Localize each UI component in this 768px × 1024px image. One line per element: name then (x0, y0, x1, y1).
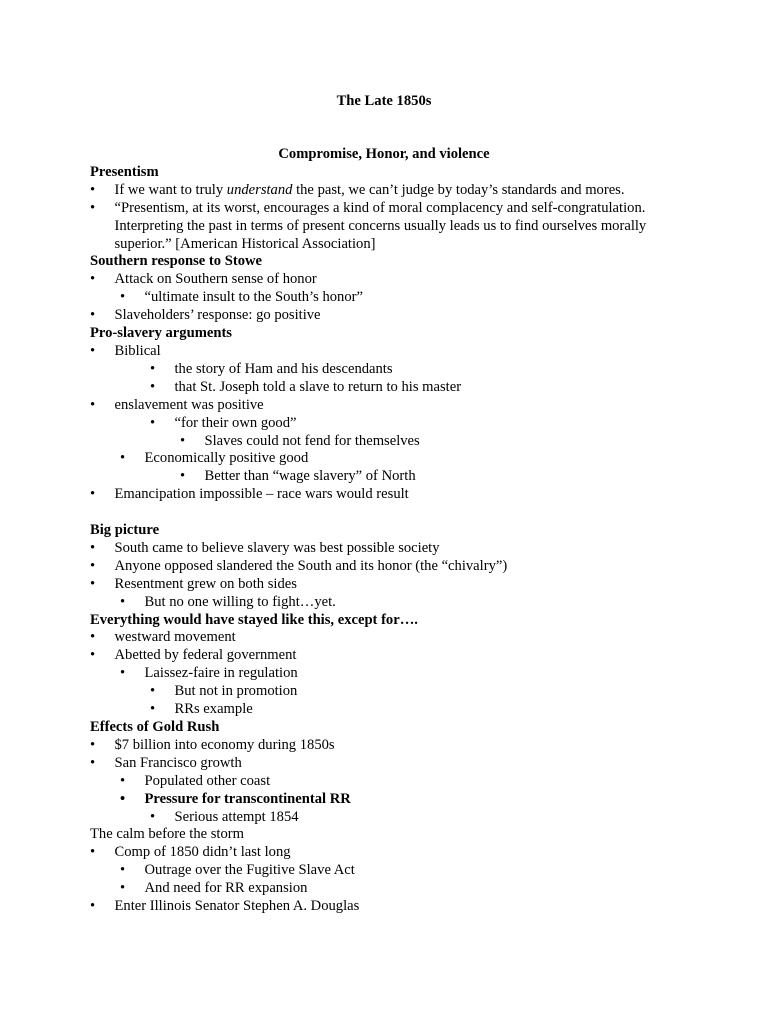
section-heading-big-picture: Big picture (90, 522, 160, 539)
list-item: • Slaves could not fend for themselves (180, 432, 420, 449)
list-item: • Comp of 1850 didn’t last long (90, 844, 291, 861)
list-item: • the story of Ham and his descendants (150, 360, 393, 377)
section-heading-pro-slavery: Pro-slavery arguments (90, 325, 232, 342)
bullet-icon: • (90, 307, 96, 324)
bullet-icon: • (90, 557, 96, 574)
bullet-icon: • (120, 772, 126, 789)
document-title: The Late 1850s (336, 93, 432, 109)
bullet-icon: • (120, 880, 126, 897)
list-item: • Biblical (90, 342, 161, 359)
bullet-icon: • (90, 539, 96, 556)
section-heading-except-for: Everything would have stayed like this, except for…. (90, 611, 418, 628)
bullet-icon: • (120, 665, 126, 682)
list-item: • But not in promotion (150, 683, 298, 700)
bullet-icon: • (90, 736, 96, 753)
bullet-icon: • (90, 181, 96, 198)
list-item: • “Presentism, at its worst, encourages a kind of moral complacency and self-congratulation. Interpreting the past in terms of present concerns usually leads us to find ourselves morally superior.” [American Historical Association] (90, 199, 647, 252)
bullet-icon: • (120, 790, 126, 807)
list-item: • South came to believe slavery was best possible society (90, 539, 440, 556)
emphasis-text: understand (226, 181, 293, 198)
list-item: • Outrage over the Fugitive Slave Act (120, 862, 355, 879)
list-item: • Laissez-faire in regulation (120, 665, 298, 682)
list-item: • $7 billion into economy during 1850s (90, 736, 335, 753)
list-item: • Emancipation impossible – race wars would result (90, 486, 409, 503)
bullet-icon: • (180, 432, 186, 449)
list-item: • Economically positive good (120, 450, 309, 467)
bullet-icon: • (150, 414, 156, 431)
bullet-icon: • (150, 378, 156, 395)
bullet-icon: • (90, 396, 96, 413)
bullet-icon: • (150, 808, 156, 825)
section-heading-southern-response: Southern response to Stowe (90, 253, 263, 270)
blank-line (90, 504, 680, 522)
bullet-icon: • (150, 360, 156, 377)
bullet-icon: • (90, 486, 96, 503)
list-item: • Better than “wage slavery” of North (180, 468, 416, 485)
bullet-icon: • (90, 575, 96, 592)
list-item: • “for their own good” (150, 414, 297, 431)
bullet-icon: • (120, 450, 126, 467)
bullet-icon: • (150, 701, 156, 718)
list-item: • Anyone opposed slandered the South and its honor (the “chivalry”) (90, 557, 508, 574)
bullet-icon: • (90, 647, 96, 664)
list-item: • enslavement was positive (90, 396, 264, 413)
bullet-icon: • (120, 593, 126, 610)
bullet-icon: • (120, 862, 126, 879)
bullet-icon: • (90, 844, 96, 861)
bullet-icon: • (90, 342, 96, 359)
bullet-icon: • (90, 898, 96, 915)
list-item: • Resentment grew on both sides (90, 575, 297, 592)
list-item: • And need for RR expansion (120, 880, 308, 897)
bullet-icon: • (90, 271, 96, 288)
bullet-icon: • (90, 754, 96, 771)
list-item: • Pressure for transcontinental RR (120, 790, 351, 807)
list-item: • that St. Joseph told a slave to return to his master (150, 378, 462, 395)
bullet-icon: • (180, 468, 186, 485)
list-item: • If we want to truly understand the past, we can’t judge by today’s standards and mores. (90, 181, 625, 198)
list-item: • Abetted by federal government (90, 647, 297, 664)
list-item: • Attack on Southern sense of honor (90, 271, 317, 288)
list-item: • Slaveholders’ response: go positive (90, 307, 321, 324)
bullet-icon: • (120, 289, 126, 306)
list-item: • “ultimate insult to the South’s honor” (120, 289, 363, 306)
bullet-icon: • (90, 629, 96, 646)
list-item: • Serious attempt 1854 (150, 808, 299, 825)
section-heading-calm-before-storm: The calm before the storm (90, 826, 244, 843)
document-subtitle: Compromise, Honor, and violence (278, 146, 490, 162)
list-item: • San Francisco growth (90, 754, 242, 771)
document-body (90, 146, 680, 916)
section-heading-presentism: Presentism (90, 163, 159, 180)
section-heading-gold-rush: Effects of Gold Rush (90, 718, 220, 735)
list-item: • westward movement (90, 629, 236, 646)
list-item: • Enter Illinois Senator Stephen A. Douglas (90, 898, 360, 915)
bullet-icon: • (150, 683, 156, 700)
list-item: • But no one willing to fight…yet. (120, 593, 336, 610)
list-item: • Populated other coast (120, 772, 271, 789)
bullet-icon: • (90, 199, 96, 216)
list-item: • RRs example (150, 701, 253, 718)
